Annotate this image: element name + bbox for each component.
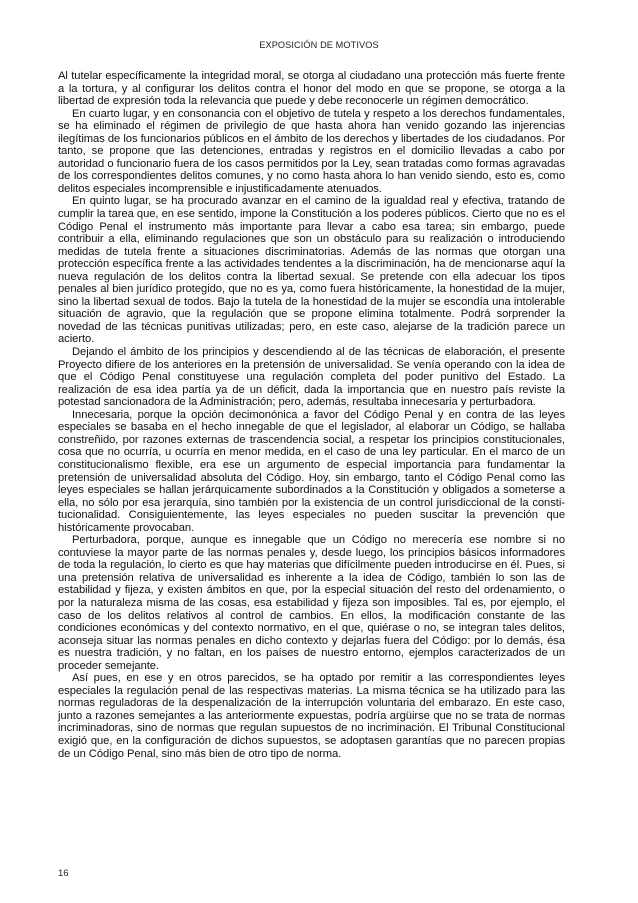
paragraph-tecnicas-elaboracion: Dejando el ámbito de los principios y descendiendo al de las técnicas de elaboración, el presente Proyecto difiere de los anteriores en la pretensión de universalidad. Se venía operando con la idea de que el Código Penal constituyese una regulación completa del poder punitivo del Estado. La realización de esa idea partía ya de un déficit, dada la importancia que en nuestro país reviste la potestad sancionadora de la Administración; pero, además, resultaba innecesaria y perturbadora. [58,346,565,409]
paragraph-perturbadora: Perturbadora, porque, aunque es innegable que un Código no merecería ese nombre si no contuviese la mayor parte de las normas penales y, desde luego, los principios básicos informadores de toda la regulación, lo cierto es que hay materias que difícilmente pueden introducirse en él. Pues, si una pretensión relativa de universalidad es inherente a la idea de Código, también lo son las de estabilidad y fijeza, y existen ámbitos en que, por la especial situación del resto del ordenamiento, o por la naturaleza misma de las cosas, esa estabilidad y fijeza son imposibles. Tal es, por ejemplo, el caso de los delitos relativos al control de cambios. En ellos, la modificación constante de las condiciones económicas y del contexto normativo, en el que, quiérase o no, se integran tales delitos, aconseja situar las normas penales en dicho contexto y dejarlas fuera del Código: por lo demás, ésa es nuestra tradición, y no faltan, en los países de nuestro entorno, ejemplos caracterizados de un proceder semejante. [58,534,565,672]
page-number: 16 [58,868,69,879]
running-header-title: EXPOSICIÓN DE MOTIVOS [259,40,379,50]
paragraph-leyes-especiales: Así pues, en ese y en otros parecidos, se ha optado por remitir a las correspondientes leyes especiales la regulación penal de las respectivas materias. La misma técnica se ha utilizado para las normas reguladoras de la despenalización de la interrupción voluntaria del embarazo. En este caso, junto a razones semejantes a las anteriormente expuestas, podría argüirse que no se trata de normas incriminadoras, sino de normas que regulan supuestos de no incriminación. El Tribunal Constitucional exigió que, en la configuración de dichos supuestos, se adoptasen garantías que no parecen propias de un Código Penal, sino más bien de otro tipo de norma. [58,672,565,760]
body-text [58,70,565,760]
paragraph-cuarto-lugar: En cuarto lugar, y en consonancia con el objetivo de tutela y respeto a los derechos fundamentales, se ha eliminado el régimen de privilegio de que hasta ahora han venido gozando las injerencias ilegítimas de los funcionarios públicos en el ámbito de los derechos y libertades de los ciudadanos. Por tanto, se propone que las detenciones, entradas y registros en el domicilio llevadas a cabo por autoridad o funcionario fuera de los casos permitidos por la Ley, sean tratadas como formas agravadas de los correspondientes delitos comunes, y no como hasta ahora lo han venido siendo, esto es, como delitos especiales incomprensible e injustificadamente atenuados. [58,107,565,195]
paragraph-innecesaria: Innecesaria, porque la opción decimonónica a favor del Código Penal y en contra de las leyes especiales se basaba en el hecho innegable de que el legislador, al elaborar un Código, se hallaba constreñido, por razones externas de trascendencia social, a respetar los principios constitucionales, cosa que no ocurría, u ocurría en menor medida, en el caso de una ley particular. En el marco de un constitucionalismo flexible, era ese un argumento de especial importancia para fundamentar la pretensión de universalidad absoluta del Código. Hoy, sin embargo, tanto el Código Penal como las leyes especiales se hallan jerárquicamente subordinados a la Constitución y obligados a someterse a ella, no sólo por esa jerarquía, sino también por la existencia de un control jurisdiccional de la constitucionalidad. Consiguientemente, las leyes especiales no pueden suscitar la prevención que históricamente provocaban. [58,408,565,534]
paragraph-integridad-moral: Al tutelar específicamente la integridad moral, se otorga al ciudadano una protección más fuerte frente a la tortura, y al configurar los delitos contra el honor del modo en que se propone, se otorga a la libertad de expresión toda la relevancia que puede y debe reconocerle un régimen democrático. [58,70,565,108]
paragraph-quinto-lugar: En quinto lugar, se ha procurado avanzar en el camino de la igualdad real y efectiva, tratando de cumplir la tarea que, en ese sentido, impone la Constitución a los poderes públicos. Cierto que no es el Código Penal el instrumento más importante para llevar a cabo esa tarea; sin embargo, puede contribuir a ella, eliminando regulaciones que son un obstáculo para su realización o introduciendo medidas de tutela frente a situaciones discriminatorias. Además de las normas que otorgan una protección específica frente a las actividades tendentes a la discriminación, ha de mencionarse aquí la nueva regulación de los delitos contra la libertad sexual. Se pretende con ella adecuar los tipos penales al bien jurídico protegido, que no es ya, como fuera históricamente, la honestidad de la mujer, sino la libertad sexual de todos. Bajo la tutela de la honestidad de la mujer se escondía una intolerable situación de agravio, que la regulación que se propone elimina totalmente. Podrá sorprender la novedad de las técnicas punitivas utilizadas; pero, en este caso, alejarse de la tradición parece un acierto. [58,195,565,346]
